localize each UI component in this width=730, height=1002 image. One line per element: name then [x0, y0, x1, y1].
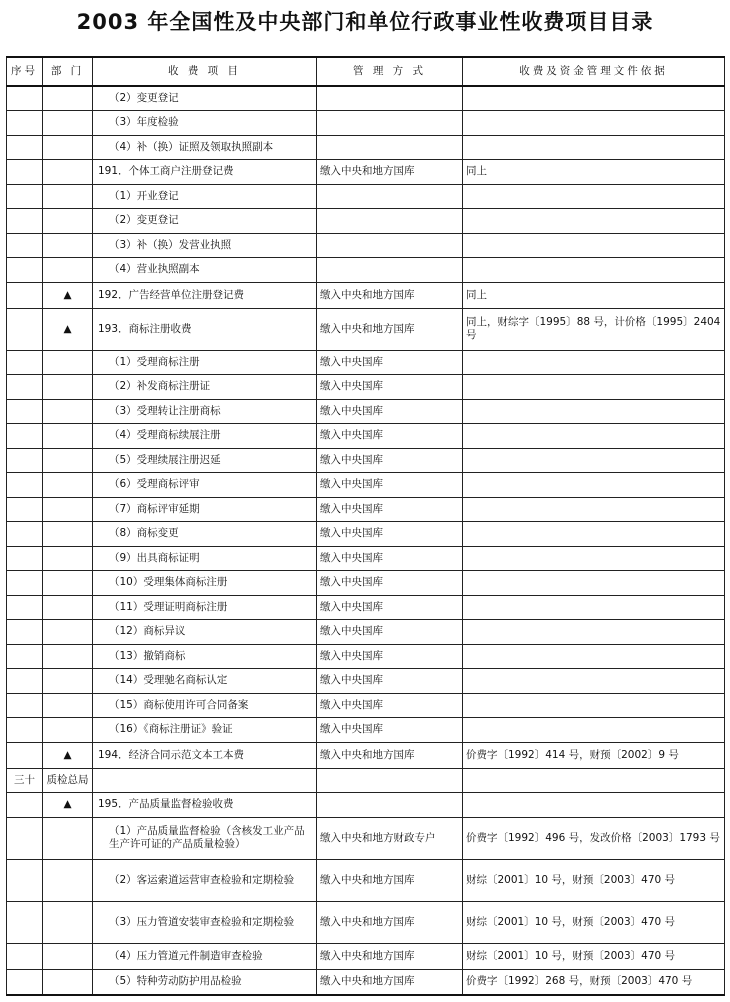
table-row	[7, 620, 725, 645]
row-basis-cell	[463, 497, 725, 522]
row-fee-item-cell: （1）产品质量监督检验（含核发工业产品生产许可证的产品质量检验）	[93, 817, 317, 859]
row-management-cell: 缴入中央国库	[317, 571, 463, 596]
row-basis-cell: 同上	[463, 282, 725, 308]
row-department-cell	[43, 595, 93, 620]
row-basis-cell: 价费字〔1992〕414 号，财预〔2002〕9 号	[463, 742, 725, 768]
table-row	[7, 718, 725, 743]
row-management-cell	[317, 111, 463, 136]
row-basis-cell	[463, 111, 725, 136]
row-fee-item-cell: （13）撤销商标	[93, 644, 317, 669]
row-management-cell	[317, 233, 463, 258]
row-index-cell	[7, 571, 43, 596]
row-department-cell	[43, 859, 93, 901]
row-department-cell	[43, 718, 93, 743]
row-management-cell: 缴入中央国库	[317, 424, 463, 449]
row-basis-cell: 价费字〔1992〕268 号，财预〔2003〕470 号	[463, 969, 725, 995]
row-management-cell	[317, 184, 463, 209]
row-fee-item-cell: （6）受理商标评审	[93, 473, 317, 498]
row-fee-item-cell: （12）商标异议	[93, 620, 317, 645]
table-row	[7, 258, 725, 283]
row-department-cell: ▲	[43, 308, 93, 350]
row-management-cell: 缴入中央国库	[317, 620, 463, 645]
row-management-cell: 缴入中央和地方国库	[317, 282, 463, 308]
row-management-cell: 缴入中央国库	[317, 375, 463, 400]
header-management: 管 理 方 式	[317, 57, 463, 86]
row-management-cell: 缴入中央和地方国库	[317, 742, 463, 768]
row-fee-item-cell: 194．经济合同示范文本工本费	[93, 742, 317, 768]
row-management-cell	[317, 768, 463, 793]
row-department-cell	[43, 350, 93, 375]
row-management-cell: 缴入中央国库	[317, 546, 463, 571]
row-management-cell	[317, 258, 463, 283]
row-index-cell	[7, 693, 43, 718]
row-department-cell	[43, 571, 93, 596]
row-index-cell	[7, 497, 43, 522]
table-row	[7, 546, 725, 571]
row-management-cell: 缴入中央国库	[317, 669, 463, 694]
row-department-cell: ▲	[43, 793, 93, 818]
row-index-cell: 三十	[7, 768, 43, 793]
row-department-cell	[43, 184, 93, 209]
row-management-cell: 缴入中央国库	[317, 448, 463, 473]
row-index-cell	[7, 399, 43, 424]
row-department-cell	[43, 669, 93, 694]
row-basis-cell: 财综〔2001〕10 号，财预〔2003〕470 号	[463, 901, 725, 943]
row-basis-cell	[463, 448, 725, 473]
row-fee-item-cell: （7）商标评审延期	[93, 497, 317, 522]
table-row	[7, 943, 725, 969]
row-fee-item-cell: （2）变更登记	[93, 86, 317, 111]
row-fee-item-cell: （16）《商标注册证》验证	[93, 718, 317, 743]
table-row	[7, 135, 725, 160]
row-fee-item-cell: （11）受理证明商标注册	[93, 595, 317, 620]
table-row	[7, 768, 725, 793]
row-index-cell	[7, 859, 43, 901]
row-fee-item-cell: （1）开业登记	[93, 184, 317, 209]
row-basis-cell	[463, 768, 725, 793]
table-row	[7, 969, 725, 995]
row-department-cell: 质检总局	[43, 768, 93, 793]
row-fee-item-cell: （5）受理续展注册迟延	[93, 448, 317, 473]
row-department-cell	[43, 693, 93, 718]
table-row	[7, 793, 725, 818]
row-management-cell: 缴入中央国库	[317, 473, 463, 498]
row-fee-item-cell: （14）受理驰名商标认定	[93, 669, 317, 694]
row-fee-item-cell: （2）变更登记	[93, 209, 317, 234]
row-index-cell	[7, 793, 43, 818]
row-department-cell	[43, 209, 93, 234]
row-basis-cell	[463, 693, 725, 718]
table-row	[7, 693, 725, 718]
row-department-cell	[43, 160, 93, 185]
table-row	[7, 111, 725, 136]
row-index-cell	[7, 969, 43, 995]
row-management-cell	[317, 793, 463, 818]
table-row	[7, 399, 725, 424]
row-management-cell: 缴入中央国库	[317, 718, 463, 743]
row-index-cell	[7, 644, 43, 669]
row-management-cell: 缴入中央和地方财政专户	[317, 817, 463, 859]
row-department-cell	[43, 546, 93, 571]
row-fee-item-cell: （2）客运索道运营审查检验和定期检验	[93, 859, 317, 901]
row-management-cell: 缴入中央和地方国库	[317, 943, 463, 969]
row-department-cell	[43, 473, 93, 498]
row-basis-cell	[463, 399, 725, 424]
row-basis-cell	[463, 86, 725, 111]
row-index-cell	[7, 817, 43, 859]
row-index-cell	[7, 375, 43, 400]
row-index-cell	[7, 546, 43, 571]
row-basis-cell	[463, 620, 725, 645]
row-index-cell	[7, 620, 43, 645]
row-fee-item-cell: （3）压力管道安装审查检验和定期检验	[93, 901, 317, 943]
row-management-cell: 缴入中央和地方国库	[317, 308, 463, 350]
row-department-cell: ▲	[43, 742, 93, 768]
row-basis-cell	[463, 718, 725, 743]
row-basis-cell	[463, 595, 725, 620]
row-basis-cell	[463, 424, 725, 449]
row-index-cell	[7, 350, 43, 375]
row-department-cell	[43, 497, 93, 522]
table-row	[7, 209, 725, 234]
row-department-cell	[43, 258, 93, 283]
row-basis-cell: 财综〔2001〕10 号，财预〔2003〕470 号	[463, 943, 725, 969]
row-index-cell	[7, 258, 43, 283]
row-fee-item-cell: 192．广告经营单位注册登记费	[93, 282, 317, 308]
row-basis-cell	[463, 209, 725, 234]
table-row	[7, 233, 725, 258]
row-index-cell	[7, 160, 43, 185]
table-row	[7, 497, 725, 522]
row-index-cell	[7, 111, 43, 136]
table-row	[7, 375, 725, 400]
row-management-cell: 缴入中央国库	[317, 497, 463, 522]
table-row	[7, 817, 725, 859]
row-index-cell	[7, 424, 43, 449]
table-row	[7, 742, 725, 768]
row-basis-cell: 同上，财综字〔1995〕88 号，计价格〔1995〕2404 号	[463, 308, 725, 350]
row-department-cell	[43, 522, 93, 547]
row-basis-cell	[463, 522, 725, 547]
row-index-cell	[7, 184, 43, 209]
row-basis-cell	[463, 644, 725, 669]
row-basis-cell: 价费字〔1992〕496 号，发改价格〔2003〕1793 号	[463, 817, 725, 859]
row-basis-cell	[463, 669, 725, 694]
fee-table	[6, 56, 725, 996]
row-management-cell: 缴入中央国库	[317, 522, 463, 547]
row-management-cell	[317, 209, 463, 234]
row-management-cell: 缴入中央国库	[317, 693, 463, 718]
row-basis-cell	[463, 473, 725, 498]
row-management-cell: 缴入中央国库	[317, 644, 463, 669]
table-row	[7, 901, 725, 943]
row-fee-item-cell: （4）压力管道元件制造审查检验	[93, 943, 317, 969]
row-department-cell	[43, 448, 93, 473]
row-basis-cell	[463, 350, 725, 375]
row-department-cell: ▲	[43, 282, 93, 308]
row-basis-cell	[463, 375, 725, 400]
page-title: 2003 年全国性及中央部门和单位行政事业性收费项目目录	[76, 10, 654, 34]
row-department-cell	[43, 943, 93, 969]
row-basis-cell: 财综〔2001〕10 号，财预〔2003〕470 号	[463, 859, 725, 901]
table-row	[7, 571, 725, 596]
row-index-cell	[7, 282, 43, 308]
row-index-cell	[7, 901, 43, 943]
row-index-cell	[7, 473, 43, 498]
row-basis-cell	[463, 258, 725, 283]
row-index-cell	[7, 448, 43, 473]
table-row	[7, 595, 725, 620]
row-index-cell	[7, 742, 43, 768]
row-index-cell	[7, 595, 43, 620]
table-row	[7, 644, 725, 669]
row-fee-item-cell: （10）受理集体商标注册	[93, 571, 317, 596]
row-fee-item-cell: （2）补发商标注册证	[93, 375, 317, 400]
row-basis-cell	[463, 233, 725, 258]
table-row	[7, 308, 725, 350]
table-row	[7, 350, 725, 375]
table-row	[7, 669, 725, 694]
row-basis-cell	[463, 793, 725, 818]
row-index-cell	[7, 522, 43, 547]
row-fee-item-cell: （4）受理商标续展注册	[93, 424, 317, 449]
row-fee-item-cell: （4）补（换）证照及领取执照副本	[93, 135, 317, 160]
table-row	[7, 282, 725, 308]
header-index: 序号	[7, 57, 43, 86]
row-management-cell: 缴入中央和地方国库	[317, 859, 463, 901]
row-fee-item-cell: （5）特种劳动防护用品检验	[93, 969, 317, 995]
row-fee-item-cell: 193．商标注册收费	[93, 308, 317, 350]
table-row	[7, 859, 725, 901]
row-index-cell	[7, 233, 43, 258]
table-row	[7, 86, 725, 111]
row-basis-cell	[463, 184, 725, 209]
table-row	[7, 522, 725, 547]
table-row	[7, 160, 725, 185]
table-body	[7, 86, 725, 995]
row-index-cell	[7, 943, 43, 969]
row-index-cell	[7, 86, 43, 111]
row-management-cell: 缴入中央国库	[317, 399, 463, 424]
row-fee-item-cell: 195．产品质量监督检验收费	[93, 793, 317, 818]
table-row	[7, 473, 725, 498]
row-fee-item-cell: （1）受理商标注册	[93, 350, 317, 375]
row-fee-item-cell: （3）受理转让注册商标	[93, 399, 317, 424]
header-department: 部 门	[43, 57, 93, 86]
row-management-cell: 缴入中央国库	[317, 350, 463, 375]
row-department-cell	[43, 233, 93, 258]
row-basis-cell	[463, 546, 725, 571]
row-department-cell	[43, 375, 93, 400]
row-index-cell	[7, 308, 43, 350]
row-management-cell: 缴入中央和地方国库	[317, 160, 463, 185]
row-index-cell	[7, 209, 43, 234]
row-department-cell	[43, 620, 93, 645]
header-fee-item: 收 费 项 目	[93, 57, 317, 86]
row-fee-item-cell: （3）年度检验	[93, 111, 317, 136]
row-fee-item-cell: （9）出具商标证明	[93, 546, 317, 571]
table-row	[7, 184, 725, 209]
header-basis: 收费及资金管理文件依据	[463, 57, 725, 86]
row-department-cell	[43, 644, 93, 669]
row-basis-cell: 同上	[463, 160, 725, 185]
row-basis-cell	[463, 135, 725, 160]
row-department-cell	[43, 135, 93, 160]
row-fee-item-cell: 191．个体工商户注册登记费	[93, 160, 317, 185]
row-department-cell	[43, 86, 93, 111]
row-index-cell	[7, 135, 43, 160]
row-department-cell	[43, 399, 93, 424]
row-management-cell: 缴入中央和地方国库	[317, 901, 463, 943]
table-header-row	[7, 57, 725, 86]
row-department-cell	[43, 424, 93, 449]
row-department-cell	[43, 969, 93, 995]
row-management-cell	[317, 135, 463, 160]
row-index-cell	[7, 718, 43, 743]
row-fee-item-cell: （4）营业执照副本	[93, 258, 317, 283]
row-management-cell	[317, 86, 463, 111]
row-fee-item-cell: （8）商标变更	[93, 522, 317, 547]
row-management-cell: 缴入中央和地方国库	[317, 969, 463, 995]
row-fee-item-cell: （15）商标使用许可合同备案	[93, 693, 317, 718]
row-department-cell	[43, 111, 93, 136]
table-row	[7, 424, 725, 449]
table-row	[7, 448, 725, 473]
row-department-cell	[43, 817, 93, 859]
row-fee-item-cell	[93, 768, 317, 793]
row-index-cell	[7, 669, 43, 694]
row-fee-item-cell: （3）补（换）发营业执照	[93, 233, 317, 258]
row-department-cell	[43, 901, 93, 943]
row-management-cell: 缴入中央国库	[317, 595, 463, 620]
row-basis-cell	[463, 571, 725, 596]
